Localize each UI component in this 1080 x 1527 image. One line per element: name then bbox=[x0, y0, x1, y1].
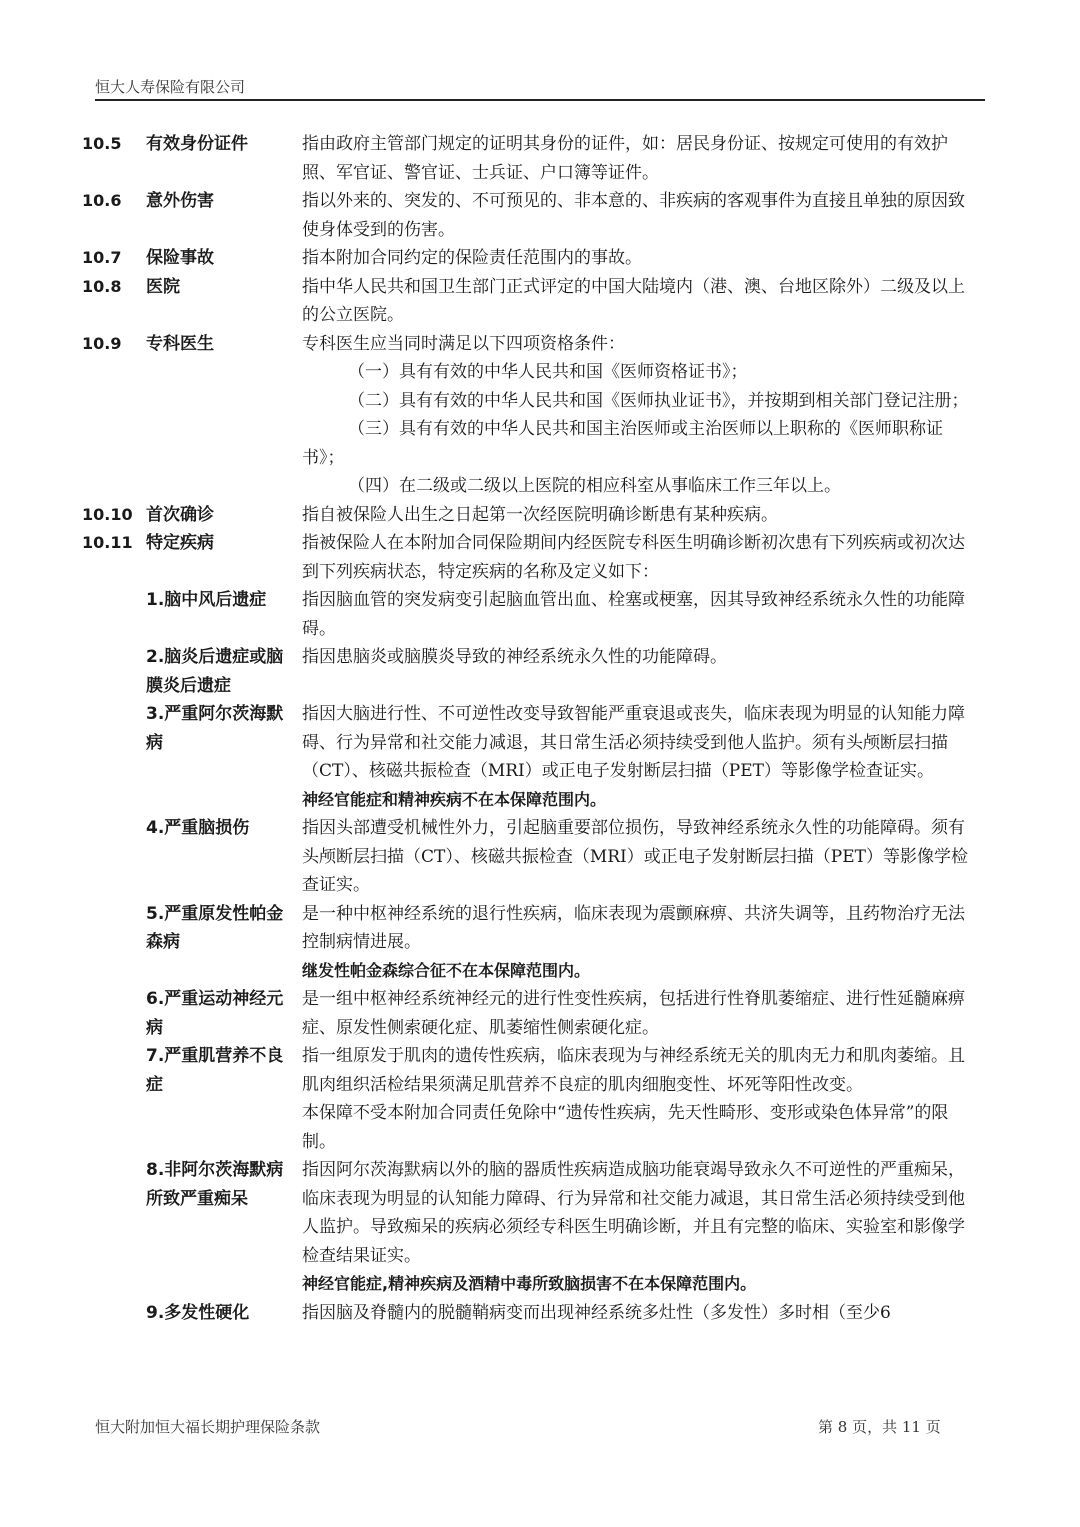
disease-row bbox=[82, 1042, 972, 1156]
definition-text: 指因脑血管的突发病变引起脑血管出血、栓塞或梗塞，因其导致神经系统永久性的功能障碍。 bbox=[302, 590, 965, 639]
qualification-item: （四）在二级或二级以上医院的相应科室从事临床工作三年以上。 bbox=[348, 476, 841, 496]
clause-term: 医院 bbox=[146, 276, 180, 297]
clause-number: 10.7 bbox=[82, 248, 122, 267]
disease-definition bbox=[302, 985, 970, 1042]
definition-text: 本保障不受本附加合同责任免除中“遗传性疾病，先天性畸形、变形或染色体异常”的限制。 bbox=[302, 1103, 949, 1152]
disease-definition bbox=[302, 900, 970, 986]
page-number: 第 8 页，共 11 页 bbox=[818, 1418, 941, 1436]
disease-row bbox=[82, 586, 972, 643]
clause-content bbox=[82, 130, 972, 1327]
disease-definition bbox=[302, 700, 970, 814]
disease-row bbox=[82, 900, 972, 986]
definition-text: 指中华人民共和国卫生部门正式评定的中国大陆境内（港、澳、台地区除外）二级及以上的公立医院。 bbox=[302, 276, 965, 325]
clause-term: 有效身份证件 bbox=[146, 134, 248, 154]
disease-definition bbox=[302, 643, 970, 700]
clause-number: 10.6 bbox=[82, 191, 122, 210]
qualification-item: （三）具有有效的中华人民共和国主治医师或主治医师以上职称的《医师职称证书》； bbox=[302, 419, 943, 468]
clause-number: 10.8 bbox=[82, 276, 122, 296]
definition-text: 指本附加合同约定的保险责任范围内的事故。 bbox=[302, 248, 642, 268]
disease-name: 9.多发性硬化 bbox=[146, 1302, 250, 1323]
exclusion-note: 神经官能症和精神疾病不在本保障范围内。 bbox=[302, 789, 607, 809]
definition-text: 指被保险人在本附加合同保险期间内经医院专科医生明确诊断初次患有下列疾病或初次达到下列疾病状态，特定疾病的名称及定义如下： bbox=[302, 533, 965, 582]
clause-number: 10.5 bbox=[82, 134, 122, 153]
exclusion-note: 继发性帕金森综合征不在本保障范围内。 bbox=[302, 960, 591, 980]
definition-text: 是一种中枢神经系统的退行性疾病，临床表现为震颤麻痹、共济失调等，且药物治疗无法控制病情进展。 bbox=[302, 903, 965, 952]
disease-name: 6.严重运动神经元病 bbox=[146, 989, 284, 1038]
clause-term: 意外伤害 bbox=[146, 191, 214, 211]
definition-text: 指因脑及脊髓内的脱髓鞘病变而出现神经系统多灶性（多发性）多时相（至少6 bbox=[302, 1302, 891, 1323]
clause-definition bbox=[302, 501, 970, 530]
disease-row bbox=[82, 1156, 972, 1299]
disease-name: 2.脑炎后遗症或脑膜炎后遗症 bbox=[146, 647, 284, 696]
disease-definition bbox=[302, 586, 970, 643]
clause-row bbox=[82, 330, 972, 501]
definition-text: 是一组中枢神经系统神经元的进行性变性疾病，包括进行性脊肌萎缩症、进行性延髓麻痹症、原发性侧索硬化症、肌萎缩性侧索硬化症。 bbox=[302, 989, 965, 1038]
disease-name: 4.严重脑损伤 bbox=[146, 818, 250, 838]
definition-text: 指因患脑炎或脑膜炎导致的神经系统永久性的功能障碍。 bbox=[302, 647, 727, 667]
exclusion-note: 神经官能症,精神疾病及酒精中毒所致脑损害不在本保障范围内。 bbox=[302, 1274, 757, 1293]
disease-row bbox=[82, 814, 972, 900]
definition-text: 指以外来的、突发的、不可预见的、非本意的、非疾病的客观事件为直接且单独的原因致使身体受到的伤害。 bbox=[302, 191, 965, 240]
disease-name: 7.严重肌营养不良症 bbox=[146, 1046, 284, 1095]
header-divider bbox=[95, 99, 985, 101]
definition-text: 指因头部遭受机械性外力，引起脑重要部位损伤，导致神经系统永久性的功能障碍。须有头颅断层扫描（CT）、核磁共振检查（MRI）或正电子发射断层扫描（PET）等影像学检查证实。 bbox=[302, 818, 968, 895]
definition-text: 指自被保险人出生之日起第一次经医院明确诊断患有某种疾病。 bbox=[302, 504, 778, 525]
clause-definition bbox=[302, 244, 970, 273]
clause-row bbox=[82, 244, 972, 273]
clause-row bbox=[82, 130, 972, 187]
disease-definition bbox=[302, 1156, 970, 1299]
clause-row bbox=[82, 529, 972, 586]
disease-name: 1.脑中风后遗症 bbox=[146, 590, 267, 610]
clause-term: 专科医生 bbox=[146, 333, 214, 354]
disease-definition bbox=[302, 1299, 970, 1328]
disease-row bbox=[82, 985, 972, 1042]
page-header-company: 恒大人寿保险有限公司 bbox=[95, 78, 246, 96]
definition-text: 指一组原发于肌肉的遗传性疾病，临床表现为与神经系统无关的肌肉无力和肌肉萎缩。且肌肉组织活检结果须满足肌营养不良症的肌肉细胞变性、坏死等阳性改变。 bbox=[302, 1046, 965, 1095]
clause-definition bbox=[302, 187, 970, 244]
clause-row bbox=[82, 501, 972, 530]
clause-number: 10.10 bbox=[82, 504, 133, 524]
clause-row bbox=[82, 187, 972, 244]
disease-row bbox=[82, 643, 972, 700]
clause-number: 10.9 bbox=[82, 333, 122, 353]
definition-text: 指因阿尔茨海默病以外的脑的器质性疾病造成脑功能衰竭导致永久不可逆性的严重痴呆，临床表现为明显的认知能力障碍、行为异常和社交能力减退，其日常生活必须持续受到他人监护。导致痴呆的疾病必须经专科医生明确诊断，并且有完整的临床、实验室和影像学检查结果证实。 bbox=[302, 1160, 965, 1266]
clause-number: 10.11 bbox=[82, 533, 133, 552]
clause-term: 保险事故 bbox=[146, 248, 214, 268]
clause-definition bbox=[302, 273, 970, 330]
definition-text: 专科医生应当同时满足以下四项资格条件： bbox=[302, 333, 625, 354]
disease-name: 3.严重阿尔茨海默病 bbox=[146, 704, 284, 753]
disease-definition bbox=[302, 814, 970, 900]
clause-definition bbox=[302, 330, 970, 501]
disease-row bbox=[82, 1299, 972, 1328]
qualification-item: （一）具有有效的中华人民共和国《医师资格证书》； bbox=[348, 362, 748, 382]
disease-name: 5.严重原发性帕金森病 bbox=[146, 903, 284, 952]
disease-definition bbox=[302, 1042, 970, 1156]
clause-definition bbox=[302, 529, 970, 586]
clause-row bbox=[82, 273, 972, 330]
disease-row bbox=[82, 700, 972, 814]
clause-definition bbox=[302, 130, 970, 187]
qualification-item: （二）具有有效的中华人民共和国《医师执业证书》，并按期到相关部门登记注册； bbox=[348, 390, 969, 411]
definition-text: 指因大脑进行性、不可逆性改变导致智能严重衰退或丧失，临床表现为明显的认知能力障碍、行为异常和社交能力减退，其日常生活必须持续受到他人监护。须有头颅断层扫描（CT）、核磁共振检查（MRI）或正电子发射断层扫描（PET）等影像学检查证实。 bbox=[302, 704, 965, 781]
clause-term: 特定疾病 bbox=[146, 533, 214, 553]
clause-term: 首次确诊 bbox=[146, 504, 214, 525]
page-footer-title: 恒大附加恒大福长期护理保险条款 bbox=[95, 1418, 321, 1436]
definition-text: 指由政府主管部门规定的证明其身份的证件，如：居民身份证、按规定可使用的有效护照、军官证、警官证、士兵证、户口簿等证件。 bbox=[302, 134, 948, 183]
disease-name: 8.非阿尔茨海默病所致严重痴呆 bbox=[146, 1160, 284, 1209]
